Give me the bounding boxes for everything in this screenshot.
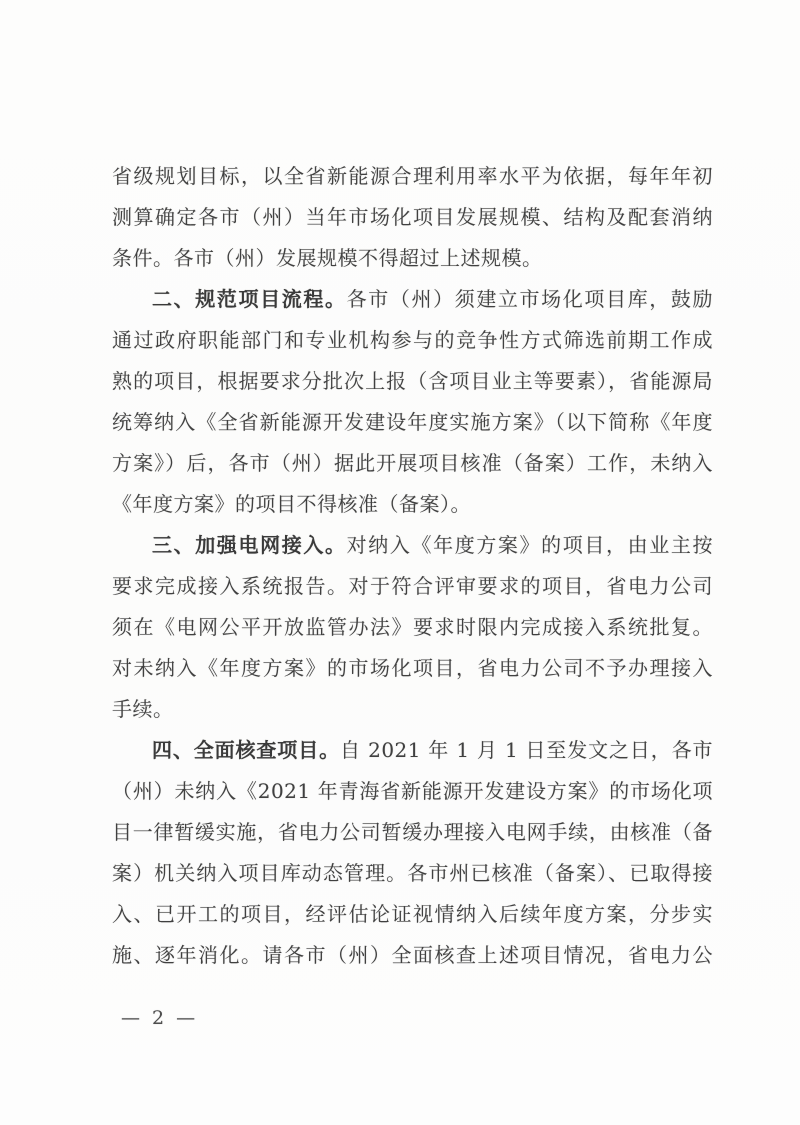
- section-heading-2: 二、规范项目流程。: [152, 287, 347, 311]
- text-run: 各市（州）须建立市场化项目库，鼓励: [346, 287, 713, 311]
- text-line: 对未纳入《年度方案》的市场化项目，省电力公司不予办理接入: [112, 656, 713, 680]
- text-line: （州）未纳入《2021 年青海省新能源开发建设方案》的市场化项: [112, 779, 713, 803]
- text-line: [112, 730, 713, 771]
- text-line: 须在《电网公平开放监管办法》要求时限内完成接入系统批复。: [112, 615, 713, 639]
- text-line: 条件。各市（州）发展规模不得超过上述规模。: [112, 246, 543, 270]
- page-number: — 2 —: [121, 1007, 199, 1029]
- text-line: 手续。: [112, 697, 174, 721]
- paragraph-3: [112, 525, 713, 730]
- text-line: [112, 525, 713, 566]
- section-heading-4: 四、全面核查项目。: [152, 738, 340, 762]
- text-line: 《年度方案》的项目不得核准（备案）。: [112, 492, 471, 516]
- text-run: 对纳入《年度方案》的项目，由业主按: [346, 533, 713, 557]
- text-line: 通过政府职能部门和专业机构参与的竞争性方式筛选前期工作成: [112, 328, 713, 352]
- text-run: 自 2021 年 1 月 1 日至发文之日，各市: [339, 738, 713, 762]
- paragraph-4: [112, 730, 713, 976]
- text-line: [112, 279, 713, 320]
- text-line: 入、已开工的项目，经评估论证视情纳入后续年度方案，分步实: [112, 902, 713, 926]
- text-line: 熟的项目，根据要求分批次上报（含项目业主等要素），省能源局: [112, 369, 713, 393]
- text-line: 测算确定各市（州）当年市场化项目发展规模、结构及配套消纳: [112, 205, 713, 229]
- paragraph-1: [112, 156, 713, 279]
- document-body: [112, 156, 713, 976]
- text-line: 目一律暂缓实施，省电力公司暂缓办理接入电网手续，由核准（备: [112, 820, 713, 844]
- text-line: 施、逐年消化。请各市（州）全面核查上述项目情况，省电力公: [112, 943, 713, 967]
- paragraph-2: [112, 279, 713, 525]
- text-line: 要求完成接入系统报告。对于符合评审要求的项目，省电力公司: [112, 574, 713, 598]
- text-line: 省级规划目标，以全省新能源合理利用率水平为依据，每年年初: [112, 164, 713, 188]
- text-line: 统筹纳入《全省新能源开发建设年度实施方案》（以下简称《年度: [112, 410, 713, 434]
- text-line: 方案》）后，各市（州）据此开展项目核准（备案）工作，未纳入: [112, 451, 713, 475]
- section-heading-3: 三、加强电网接入。: [152, 533, 347, 557]
- text-line: 案）机关纳入项目库动态管理。各市州已核准（备案）、已取得接: [112, 861, 713, 885]
